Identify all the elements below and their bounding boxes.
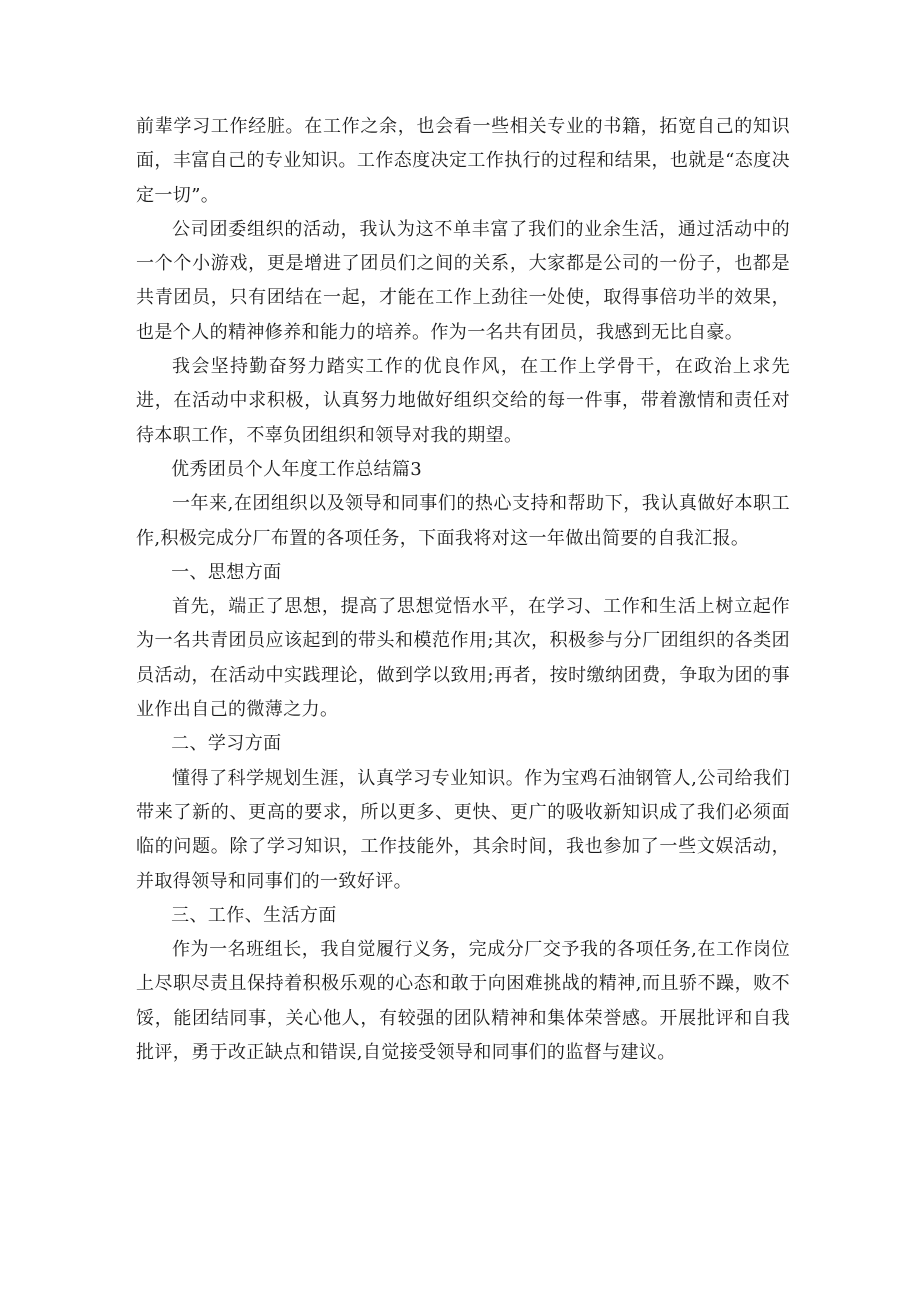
paragraph-league-activities: 公司团委组织的活动，我认为这不单丰富了我们的业余生活，通过活动中的一个个小游戏，更是增进了团员们之间的关系，大家都是公司的一份子，也都是共青团员，只有团结在一起，才能在工作上劲往一处使，取得事倍功半的效果，也是个人的精神修养和能力的培养。作为一名共有团员，我感到无比自豪。 <box>136 218 790 343</box>
paragraph-work-style: 我会坚持勤奋努力踏实工作的优良作风，在工作上学骨干，在政治上求先进，在活动中求积极，认真努力地做好组织交给的每一件事，带着激情和责任对待本职工作，不辜负团组织和领导对我的期望。 <box>136 356 790 446</box>
paragraph-work-life: 作为一名班组长，我自觉履行义务，完成分厂交予我的各项任务,在工作岗位上尽职尽责且保持着积极乐观的心态和敢于向困难挑战的精神,而且骄不躁，败不馁，能团结同事，关心他人，有较强的团队精神和集体荣誉感。开展批评和自我批评，勇于改正缺点和错误,自觉接受领导和同事们的监督与建议。 <box>136 939 790 1064</box>
heading-work-life: 三、工作、生活方面 <box>171 904 337 926</box>
paragraph-study: 懂得了科学规划生涯，认真学习专业知识。作为宝鸡石油钢管人,公司给我们带来了新的、更高的要求，所以更多、更快、更广的吸收新知识成了我们必须面临的问题。除了学习知识，工作技能外，其余时间，我也参加了一些文娱活动，并取得领导和同事们的一致好评。 <box>136 767 790 892</box>
heading-thought: 一、思想方面 <box>171 561 282 583</box>
section-title: 优秀团员个人年度工作总结篇3 <box>171 458 423 480</box>
paragraph-thought: 首先，端正了思想，提高了思想觉悟水平，在学习、工作和生活上树立起作为一名共青团员应该起到的带头和模范作用;其次，积极参与分厂团组织的各类团员活动，在活动中实践理论，做到学以致用;再者，按时缴纳团费，争取为团的事业作出自己的微薄之力。 <box>136 596 790 721</box>
paragraph-intro: 一年来,在团组织以及领导和同事们的热心支持和帮助下，我认真做好本职工作,积极完成分厂布置的各项任务，下面我将对这一年做出简要的自我汇报。 <box>136 493 790 549</box>
heading-study: 二、学习方面 <box>171 733 282 755</box>
paragraph-continued: 前辈学习工作经脏。在工作之余，也会看一些相关专业的书籍，拓宽自己的知识面，丰富自己的专业知识。工作态度决定工作执行的过程和结果，也就是“态度决定一切”。 <box>136 116 790 206</box>
document-body <box>136 110 790 1070</box>
